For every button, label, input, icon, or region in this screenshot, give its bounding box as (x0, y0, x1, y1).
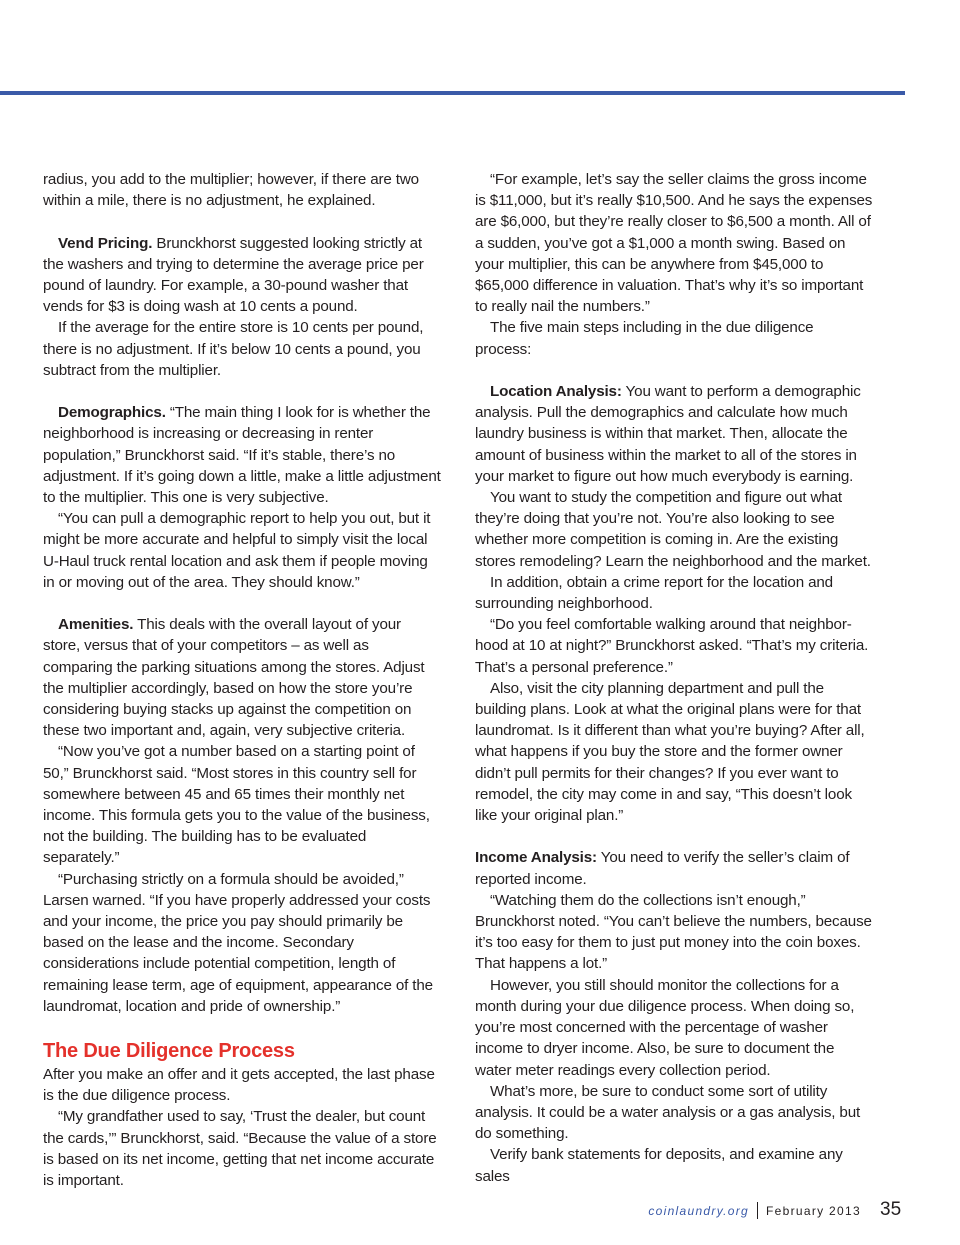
paragraph: Also, visit the city planning department and pull the building plans. Look at what the original plans were for that laundromat. Is it different than what you’re buying? After all, what happens if you buy the store and the former owner didn’t pull permits for their changes? If you ever want to remodel, the city may come in and say, “This doesn’t look like your original plan.” (475, 679, 865, 825)
paragraph: “For example, let’s say the seller claims the gross income is $11,000, but it’s really $10,500. And he says the expenses are $6,000, but they’re really closer to $6,500 a month. All of a sudden, you’ve got a $1,000 a month swing. Based on your multiplier, this can be anywhere from $45,000 to $65,000 difference in valuation. That’s why it’s so important to really nail the numbers.” (475, 171, 873, 316)
paragraph: In addition, obtain a crime report for the location and surrounding neighborhood. (475, 573, 833, 613)
page-number: 35 (880, 1199, 902, 1220)
run-in-heading: Income Analysis: (475, 849, 597, 867)
run-in-heading: Demographics. (58, 404, 166, 422)
paragraph: What’s more, be sure to conduct some sort of utility analysis. It could be a water analysis or a gas analysis, but do something. (475, 1082, 861, 1143)
paragraph-text: This deals with the overall layout of your store, versus that of your competitors – as well as comparing the parking situations among the stores. Adjust the multiplier accordingly, based on how the store you’re considering buying stacks up against the competition on these two important and, again, very subjective criteria. (43, 616, 425, 740)
paragraph: You want to study the competition and figure out what they’re doing that you’re not. You’re also looking to see whether more competition is coming in. Are the existing stores remodeling? Learn the neighborhood and the market. (475, 489, 871, 570)
paragraph: “Purchasing strictly on a formula should be avoided,” Larsen warned. “If you have properly addressed your costs and your income, the price you pay should primarily be based on the lease and the income. Secondary considerations include potential competition, length of remaining lease term, age of equipment, appearance of the laundromat, location and pride of ownership.” (43, 870, 433, 1015)
vend-pricing-paragraph (43, 233, 441, 318)
paragraph: “Now you’ve got a number based on a starting point of 50,” Brunckhorst said. “Most stores in this country sell for somewhere between 45 and 65 times their monthly net income. This formula gets you to the value of the business, not the building. The building has to be evaluated separately.” (43, 743, 430, 867)
paragraph: The five main steps including in the due diligence process: (475, 319, 814, 358)
section-heading: The Due Diligence Process (43, 1040, 295, 1063)
paragraph-text: You want to perform a demographic analysis. Pull the demographics and calculate how much laundry business is within that market. Then, allocate the amount of business within the market to all of the stores in your market to figure out how much everybody is earning. (475, 383, 861, 485)
paragraph: “Watching them do the collections isn’t enough,” Brunckhorst noted. “You can’t believe the numbers, because it’s too easy for them to just put money into the coin boxes. That happens a lot.” (475, 891, 872, 973)
top-rule (0, 91, 905, 95)
paragraph: However, you still should monitor the collections for a month during your due diligence process. When doing so, you’re most concerned with the percentage of washer income to dryer income. Also, be sure to document the water meter readings every collection period. (475, 976, 855, 1079)
paragraph: “My grandfather used to say, ‘Trust the dealer, but count the cards,’” Brunckhorst, said. “Because the value of a store is based on its net income, getting that net income accurate is important. (43, 1108, 437, 1190)
run-in-heading: Vend Pricing. (58, 234, 153, 252)
paragraph: radius, you add to the multiplier; however, if there are two within a mile, there is no adjustment, he explained. (43, 171, 419, 210)
run-in-heading: Amenities. (58, 616, 134, 634)
paragraph: “Do you feel comfortable walking around that neighbor-hood at 10 at night?” Brunckhorst asked. “That’s my criteria. That’s a personal preference.” (475, 616, 869, 676)
footer-site-link[interactable]: coinlaundry.org (648, 1204, 749, 1218)
right-column (475, 169, 873, 1187)
paragraph: Verify bank statements for deposits, and examine any sales (475, 1146, 843, 1185)
paragraph-text: “The main thing I look for is whether the neighborhood is increasing or decreasing in renter population,” Brunckhorst said. “If it’s stable, there’s no adjustment. If it’s going down a little, make a little adjustment to the multiplier. This one is very subjective. (43, 404, 441, 507)
demographics-paragraph (43, 402, 441, 508)
paragraph: After you make an offer and it gets accepted, the last phase is the due diligence process. (43, 1066, 435, 1105)
paragraph: If the average for the entire store is 10 cents per pound, there is no adjustment. If it’s below 10 cents a pound, you subtract from the multiplier. (43, 319, 424, 379)
page-footer (0, 1199, 960, 1223)
footer-date: February 2013 (766, 1204, 861, 1218)
location-analysis-paragraph (475, 381, 873, 487)
paragraph-text: Brunckhorst suggested looking strictly at the washers and trying to determine the average price per pound of laundry. For example, a 30-pound washer that vends for $3 is doing wash at 10 cents a pound. (43, 234, 424, 316)
footer-divider (757, 1202, 758, 1219)
income-analysis-paragraph (475, 847, 873, 889)
run-in-heading: Location Analysis: (490, 383, 622, 401)
paragraph: “You can pull a demographic report to help you out, but it might be more accurate and helpful to simply visit the local U-Haul truck rental location and ask them if people moving in or moving out of the area. They should know.” (43, 510, 431, 591)
paragraph-text: You need to verify the seller’s claim of reported income. (475, 849, 850, 888)
left-column (43, 169, 441, 1191)
amenities-paragraph (43, 614, 441, 741)
